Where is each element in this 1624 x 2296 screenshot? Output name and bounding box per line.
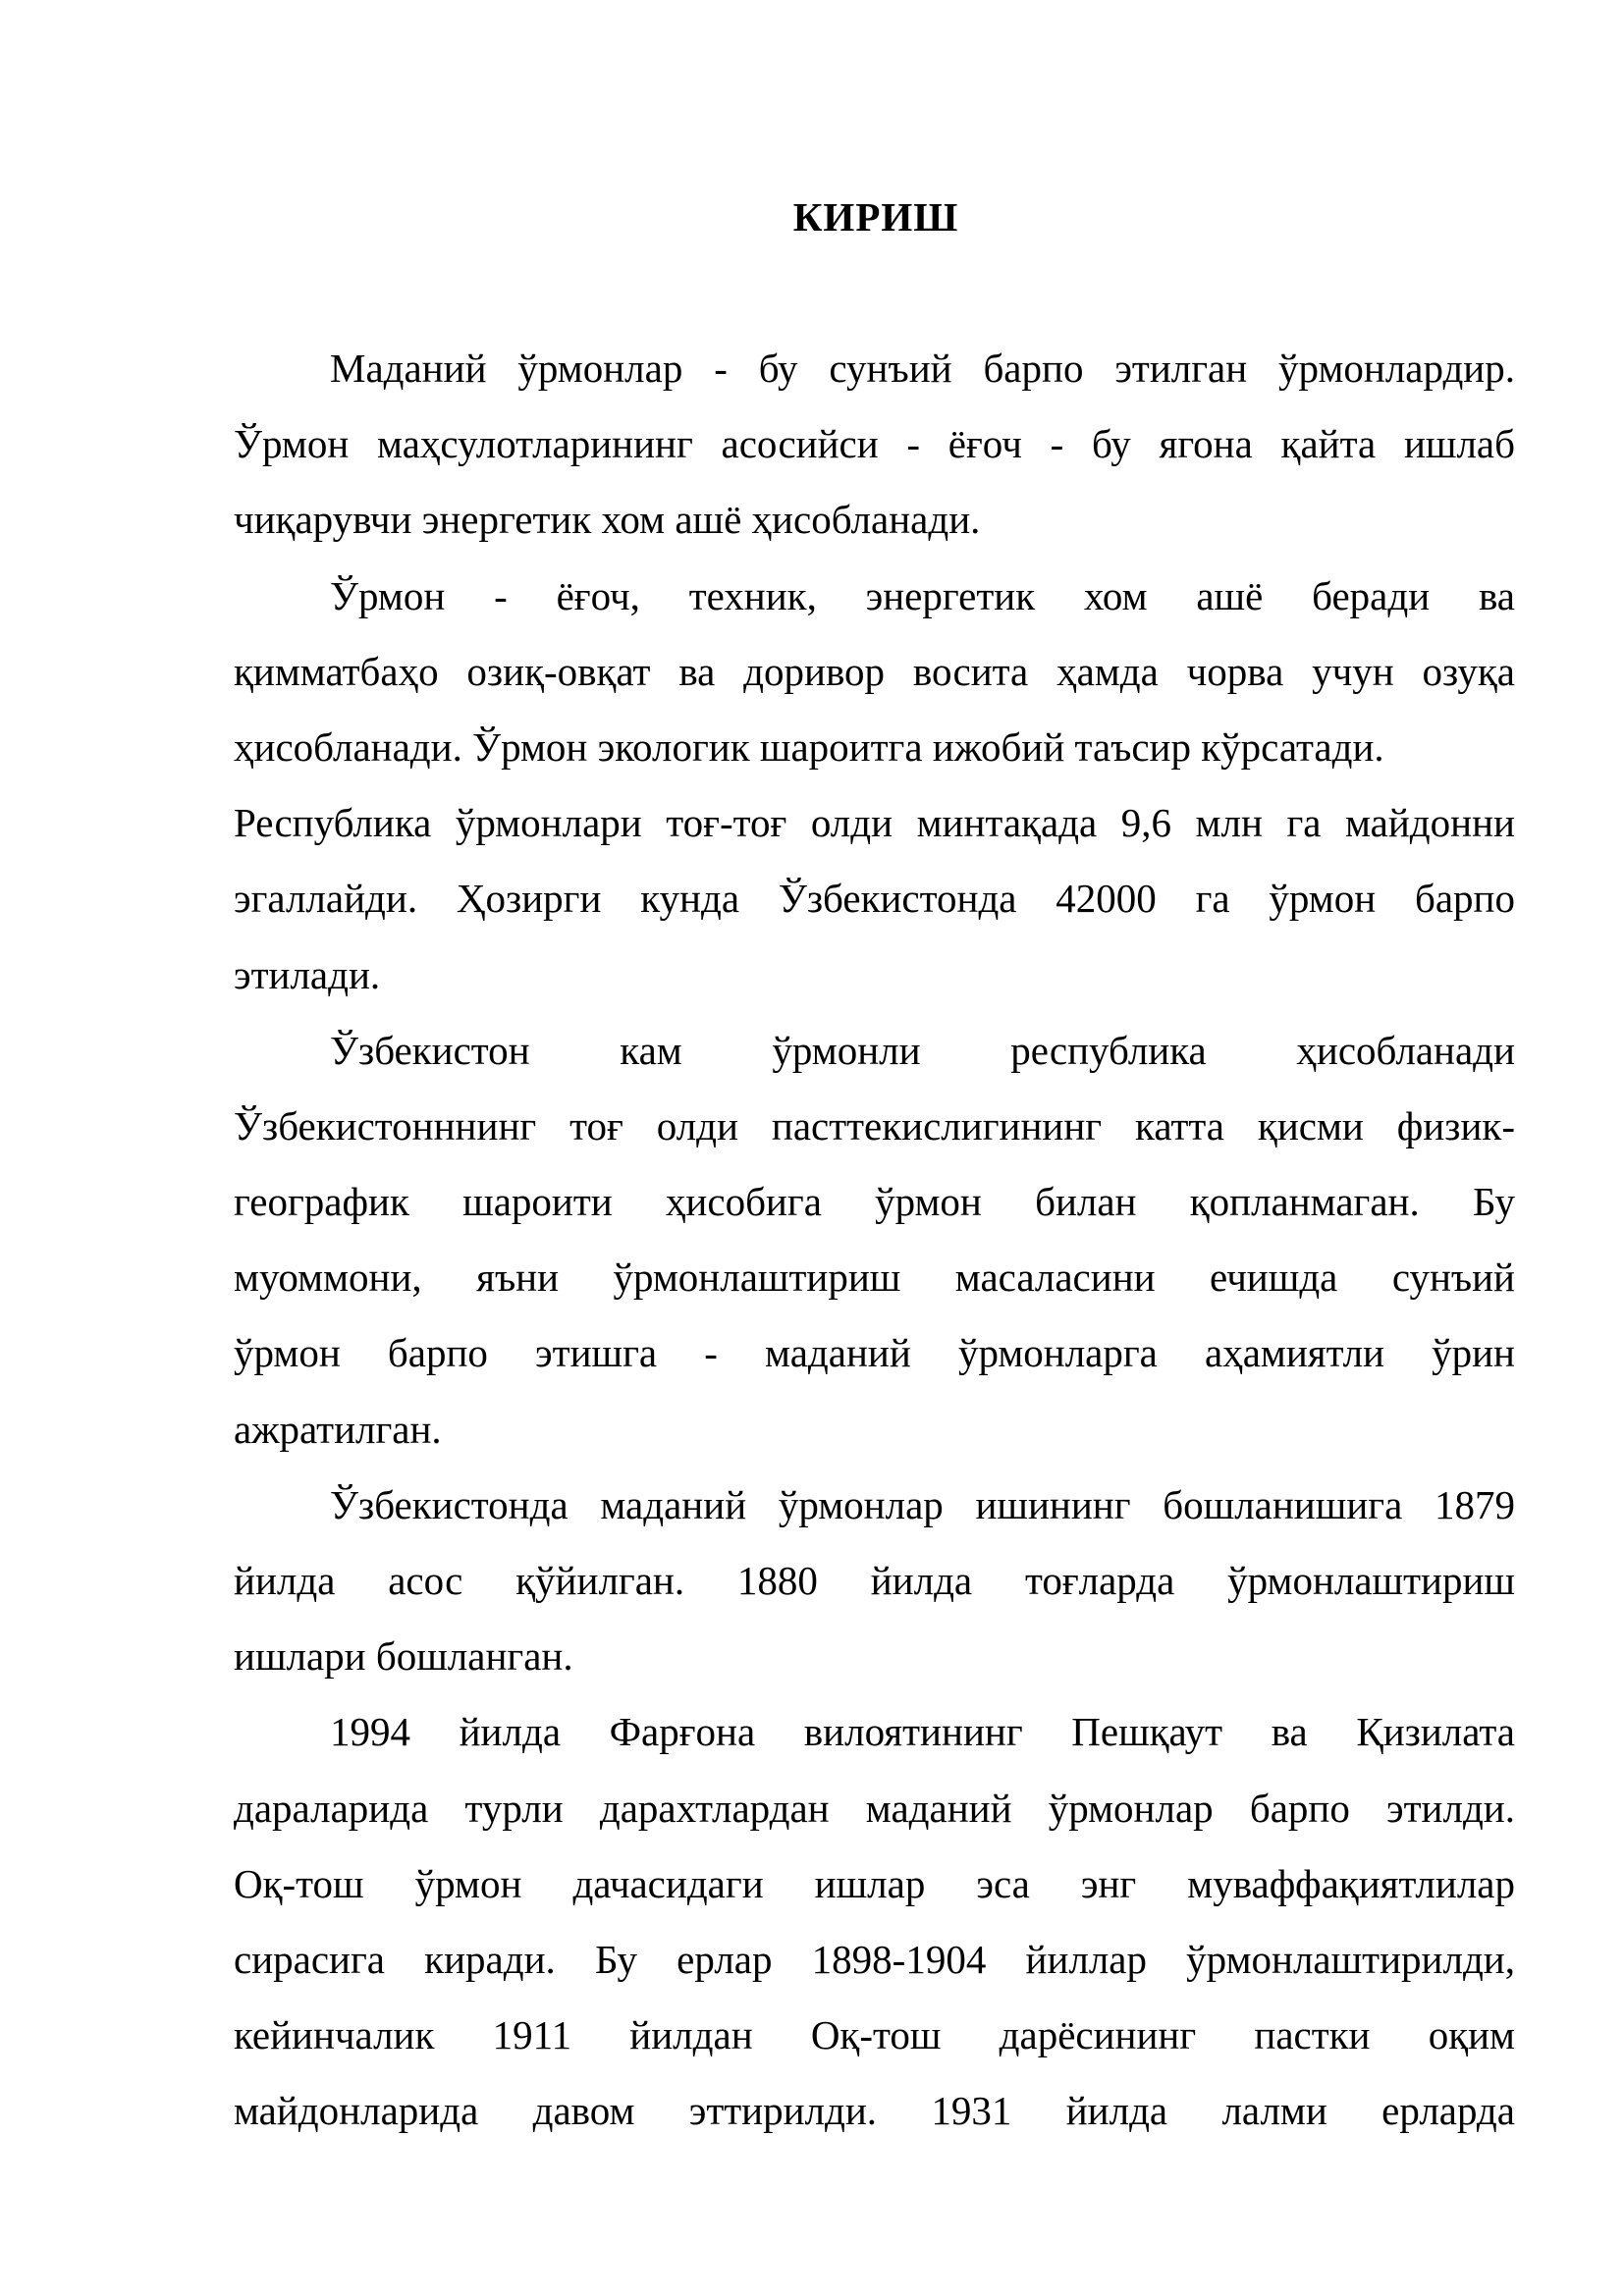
text-line: ўрмон барпо этишга - маданий ўрмонларга аҳамиятли ўрин	[234, 1330, 1515, 1376]
page-title: КИРИШ	[792, 194, 959, 240]
text-line: Маданий ўрмонлар - бу сунъий барпо этилган ўрмонлардир.	[330, 346, 1515, 391]
text-line: Ўзбекистонннинг тоғ олди пасттекислигининг катта қисми физик-	[234, 1102, 1515, 1148]
text-line: Ўрмон маҳсулотларининг асосийси - ёғоч - бу ягона қайта ишлаб	[234, 421, 1515, 467]
text-line: кейинчалик 1911 йилдан Оқ-тош дарёсининг пастки оқим	[234, 2012, 1515, 2058]
text-line: Ўзбекистонда маданий ўрмонлар ишининг бошланишига 1879	[330, 1481, 1515, 1527]
text-line: йилда асос қўйилган. 1880 йилда тоғларда ўрмонлаштириш	[234, 1558, 1515, 1603]
text-line: Оқ-тош ўрмон дачасидаги ишлар эса энг муваффақиятлилар	[234, 1860, 1515, 1906]
text-line: ишлари бошланган.	[234, 1633, 573, 1680]
text-line: 1994 йилда Фарғона вилоятининг Пешқаут ва Қизилата	[330, 1709, 1515, 1755]
text-line: дараларида турли дарахтлардан маданий ўрмонлар барпо этилди.	[234, 1785, 1515, 1831]
text-line: қимматбаҳо озиқ-овқат ва доривор восита ҳамда чорва учун озуқа	[234, 648, 1515, 694]
text-line: географик шароити ҳисобига ўрмон билан қопланмаган. Бу	[234, 1179, 1515, 1225]
text-line: ҳисобланади. Ўрмон экологик шароитга ижобий таъсир кўрсатади.	[234, 723, 1384, 770]
text-line: майдонларида давом эттирилди. 1931 йилда лалми ерларда	[234, 2088, 1515, 2134]
text-line: Ўрмон - ёғоч, техник, энергетик хом ашё беради ва	[330, 572, 1515, 618]
text-line: Ўзбекистон кам ўрмонли республика ҳисобланади	[330, 1027, 1515, 1073]
text-line: эгаллайди. Ҳозирги кунда Ўзбекистонда 42000 га ўрмон барпо	[234, 876, 1515, 922]
text-line: ажратилган.	[234, 1406, 442, 1452]
text-line: этилади.	[234, 951, 381, 997]
text-line: чиқарувчи энергетик хом ашё ҳисобланади.	[234, 497, 981, 543]
body-text	[234, 344, 1515, 2163]
text-line: муоммони, яъни ўрмонлаштириш масаласини ечишда сунъий	[234, 1255, 1515, 1301]
text-line: сирасига киради. Бу ерлар 1898-1904 йиллар ўрмонлаштирилди,	[234, 1936, 1515, 1982]
text-line: Республика ўрмонлари тоғ-тоғ олди минтақада 9,6 млн га майдонни	[234, 800, 1515, 846]
